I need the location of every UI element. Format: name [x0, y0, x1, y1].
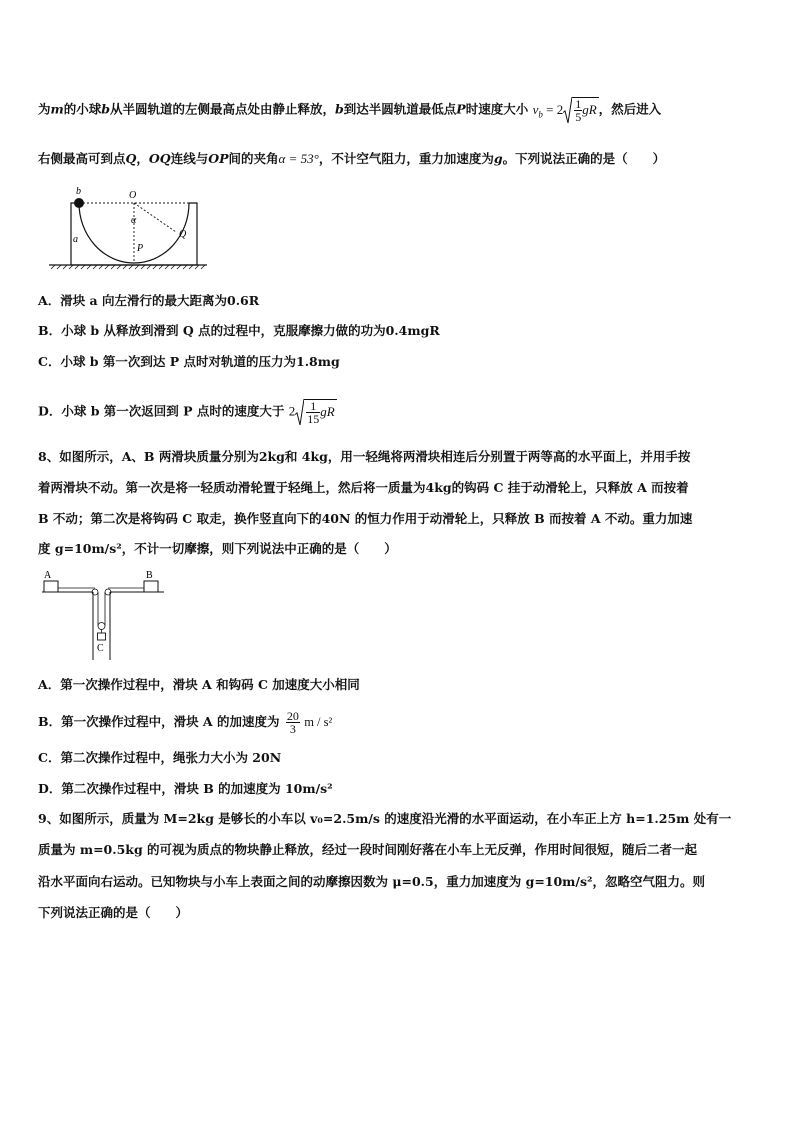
sqrt-content [304, 399, 336, 425]
q9-line-2: 质量为 m=0.5kg 的可视为质点的物块静止释放，经过一段时间刚好落在小车上无反弹，作用时间很短，随后二者一起 [38, 842, 698, 857]
text: D．小球 b 第一次返回到 P 点时的速度大于 [38, 403, 285, 419]
q9-line-4: 下列说法正确的是（ ） [38, 905, 189, 920]
gR: gR [320, 404, 335, 419]
ball-b [74, 198, 84, 208]
block-A [44, 581, 58, 592]
var-OP: OP [208, 151, 229, 166]
label-P: P [137, 243, 144, 254]
var-g: g [493, 151, 503, 166]
var-m: m [50, 101, 64, 117]
denominator: 3 [289, 722, 296, 736]
q7-option-a: A．滑块 a 向左滑行的最大距离为0.6R [38, 293, 260, 308]
velocity-formula [532, 101, 564, 120]
gR: gR [582, 102, 597, 117]
fraction [306, 400, 320, 425]
text: ， [136, 151, 149, 166]
text: 时速度大小 [465, 101, 529, 117]
weight-C [98, 633, 106, 640]
numerator: 1 [306, 400, 320, 413]
text: ，然后进入 [598, 101, 662, 117]
text: 的小球 [63, 101, 102, 117]
text: 到达半圆轨道最低点 [343, 101, 457, 117]
q8-option-d: D．第二次操作过程中，滑块 B 的加速度为 10m/s² [38, 781, 333, 796]
coefficient: 2 [288, 403, 296, 419]
q9-line-1: 9、如图所示，质量为 M=2kg 是够长的小车以 v₀=2.5m/s 的速度沿光滑的水平面运动，在小车正上方 h=1.25m 处有一 [38, 811, 732, 826]
numerator: 1 [575, 97, 582, 111]
q8-option-a: A．第一次操作过程中，滑块 A 和钩码 C 加速度大小相同 [38, 677, 360, 692]
sqrt-content [572, 97, 598, 123]
q7-option-c: C．小球 b 第一次到达 P 点时对轨道的压力为1.8mg [38, 354, 340, 369]
sqrt-expression [563, 97, 598, 123]
q8-line-2: 着两滑块不动。第一次是将一轻质动滑轮置于轻绳上，然后将一质量为4kg的钩码 C 挂于动滑轮上，只释放 A 而按着 [38, 480, 689, 495]
q7-line-2 [38, 150, 665, 168]
label-b: b [76, 186, 81, 197]
sqrt-expression [295, 399, 336, 425]
fraction [574, 98, 582, 123]
fraction [286, 710, 300, 735]
denominator: 15 [307, 412, 320, 426]
q7-line-1 [38, 97, 661, 123]
radical-icon [563, 97, 572, 123]
var-Q: Q [125, 151, 137, 166]
var-P: P [456, 101, 466, 117]
q9-line-3: 沿水平面向右运动。已知物块与小车上表面之间的动摩擦因数为 μ=0.5，重力加速度为 g=10m/s²，忽略空气阻力。则 [38, 874, 705, 889]
q8-line-1: 8、如图所示，A、B 两滑块质量分别为2kg和 4kg，用一轻绳将两滑块相连后分别置于两等高的水平面上，并用手按 [38, 449, 691, 464]
label-A: A [44, 570, 52, 581]
block-B [144, 581, 158, 592]
text: ，不计空气阻力，重力加速度为 [318, 151, 494, 166]
var-b: b [101, 101, 111, 117]
q7-option-b: B．小球 b 从释放到滑到 Q 点的过程中，克服摩擦力做的功为0.4mgR [38, 323, 440, 338]
equals-coef: = 2 [546, 101, 564, 117]
q8-option-c: C．第二次操作过程中，绳张力大小为 20N [38, 750, 282, 765]
q8-line-3: B 不动；第二次是将钩码 C 取走，换作竖直向下的40N 的恒力作用于动滑轮上，只释放 B 而按着 A 不动。重力加速 [38, 511, 693, 526]
label-O: O [129, 190, 137, 201]
v-symbol: v [532, 101, 539, 117]
text: 间的夹角 [228, 151, 279, 166]
text: 从半圆轨道的左侧最高点处由静止释放， [110, 101, 336, 117]
text: 连线与 [170, 151, 209, 166]
var-b: b [335, 101, 344, 117]
label-Q: Q [179, 229, 187, 240]
v-subscript: b [538, 109, 543, 120]
denominator: 5 [575, 110, 582, 124]
radical-icon [295, 399, 304, 425]
text: 。下列说法正确的是（ ） [502, 151, 666, 166]
q8-line-4: 度 g=10m/s²，不计一切摩擦，则下列说法中正确的是（ ） [38, 541, 397, 556]
var-OQ: OQ [148, 151, 171, 166]
label-a: a [73, 234, 78, 245]
q7-semicircle-figure [45, 185, 210, 273]
unit: m / s² [304, 715, 333, 729]
alpha-expression: α = 53° [278, 151, 319, 166]
text: B．第一次操作过程中，滑块 A 的加速度为 [38, 714, 280, 729]
label-C: C [97, 643, 104, 654]
q8-pulley-figure [38, 568, 168, 663]
label-alpha: α [131, 215, 137, 226]
label-B: B [146, 570, 153, 581]
text: 右侧最高可到点 [38, 151, 126, 166]
text: 为 [38, 101, 51, 117]
q8-option-b [38, 710, 332, 735]
q7-option-d [38, 399, 337, 425]
numerator: 20 [286, 709, 299, 723]
